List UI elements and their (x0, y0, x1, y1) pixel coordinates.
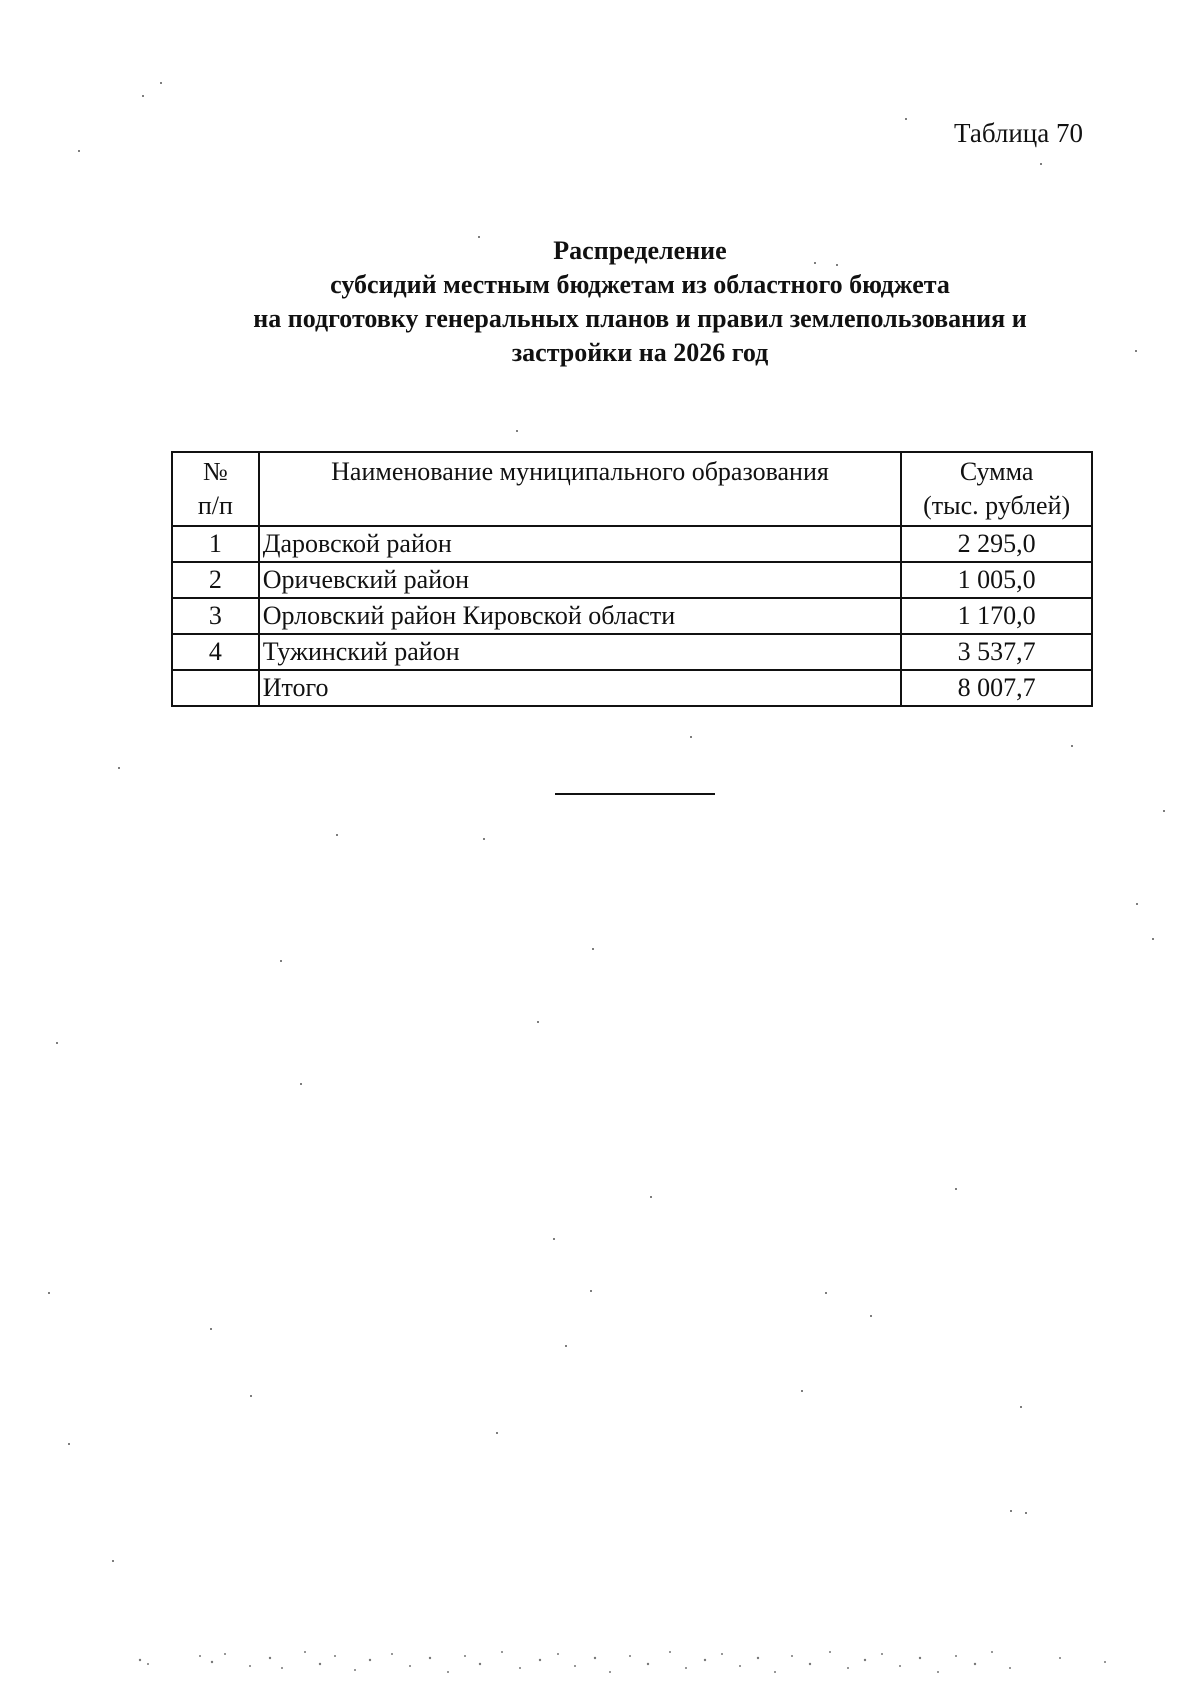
scan-speck (483, 838, 485, 840)
scan-speck (836, 264, 838, 266)
scan-speck (1135, 350, 1137, 352)
scan-speck (496, 1432, 498, 1434)
distribution-table (171, 451, 1093, 707)
scan-speck (1071, 745, 1073, 747)
scan-speck (118, 767, 120, 769)
table-number: Таблица 70 (954, 118, 1083, 148)
scan-speck (537, 1021, 539, 1023)
scan-speck (78, 150, 80, 152)
header-sum (901, 452, 1092, 526)
header-sum-line1: Сумма (959, 457, 1034, 486)
scan-speck (478, 236, 480, 238)
scan-speck (870, 1315, 872, 1317)
scan-noise-band (130, 1638, 1130, 1688)
table-row (172, 598, 1092, 634)
scan-speck (280, 960, 282, 962)
scan-speck (690, 736, 692, 738)
scan-speck (1163, 810, 1165, 812)
scan-speck (56, 1042, 58, 1044)
scan-speck (955, 1188, 957, 1190)
row-name: Оричевский район (259, 562, 902, 598)
scan-speck (1152, 938, 1154, 940)
scan-speck (48, 1292, 50, 1294)
scan-speck (336, 834, 338, 836)
table-total-row (172, 670, 1092, 706)
row-number: 4 (172, 634, 259, 670)
header-name (259, 452, 902, 526)
scan-speck (905, 118, 907, 120)
title-line: субсидий местным бюджетам из областного бюджета (330, 270, 950, 299)
row-sum: 2 295,0 (901, 526, 1092, 562)
title-line: Распределение (553, 236, 727, 265)
scan-speck (565, 1345, 567, 1347)
row-number: 2 (172, 562, 259, 598)
scan-speck (142, 95, 144, 97)
scan-speck (250, 1395, 252, 1397)
scan-speck (801, 1390, 803, 1392)
scan-speck (300, 1083, 302, 1085)
scan-speck (825, 1292, 827, 1294)
scan-speck (516, 430, 518, 432)
title-line: на подготовку генеральных планов и правил землепользования и (253, 304, 1027, 333)
header-sum-line2: (тыс. рублей) (923, 491, 1071, 520)
row-sum: 1 005,0 (901, 562, 1092, 598)
header-name-text: Наименование муниципального образования (331, 457, 829, 486)
row-name: Итого (259, 670, 902, 706)
scan-speck (160, 82, 162, 84)
row-sum: 1 170,0 (901, 598, 1092, 634)
row-number: 1 (172, 526, 259, 562)
scan-speck (650, 1196, 652, 1198)
header-number-line1: № (202, 457, 228, 486)
row-number: 3 (172, 598, 259, 634)
end-rule (555, 793, 715, 795)
scan-speck (1040, 163, 1042, 165)
scan-speck (590, 1290, 592, 1292)
title-line: застройки на 2026 год (511, 338, 769, 367)
scan-speck (112, 1560, 114, 1562)
scan-speck (553, 1238, 555, 1240)
row-name: Тужинский район (259, 634, 902, 670)
scan-speck (592, 948, 594, 950)
table-row (172, 562, 1092, 598)
table-header-row (172, 452, 1092, 526)
scan-speck (1010, 1510, 1012, 1512)
scan-speck (210, 1328, 212, 1330)
document-title (160, 234, 1120, 370)
scan-speck (68, 1443, 70, 1445)
row-sum: 8 007,7 (901, 670, 1092, 706)
scan-speck (814, 262, 816, 264)
scan-speck (1025, 1512, 1027, 1514)
row-number (172, 670, 259, 706)
row-sum: 3 537,7 (901, 634, 1092, 670)
row-name: Орловский район Кировской области (259, 598, 902, 634)
scan-speck (1136, 903, 1138, 905)
table-row (172, 634, 1092, 670)
header-number-line2: п/п (197, 491, 233, 520)
scan-speck (1020, 1406, 1022, 1408)
table-row (172, 526, 1092, 562)
row-name: Даровской район (259, 526, 902, 562)
header-number (172, 452, 259, 526)
